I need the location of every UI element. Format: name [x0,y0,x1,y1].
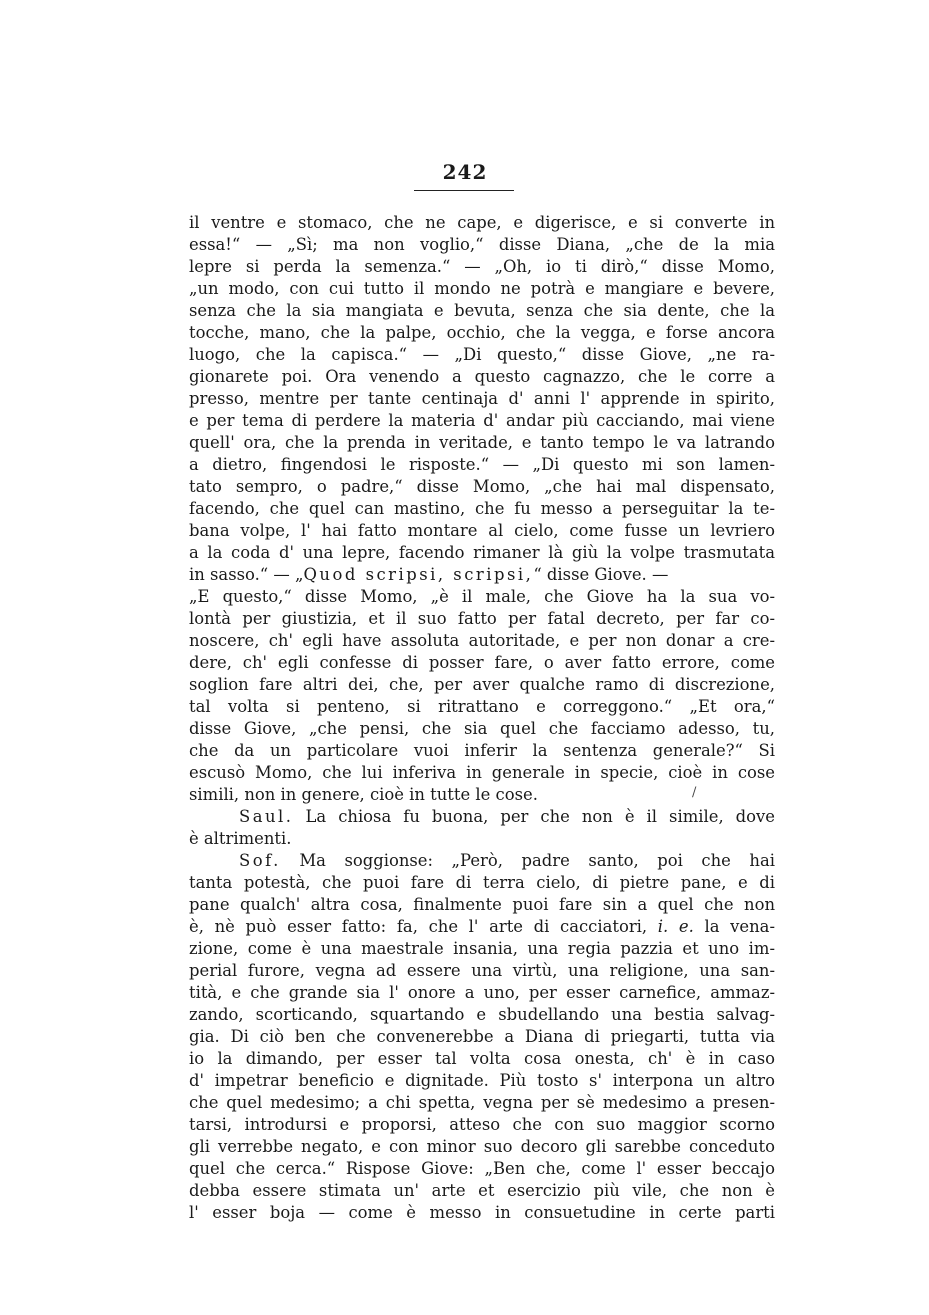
text-line: perial furore, vegna ad essere una virtù, una religione, una san- [189,961,775,980]
text-line: noscere, ch' egli have assoluta autoritade, e per non donar a cre- [189,631,775,650]
text-line: in sasso.“ — „Quod scripsi, scripsi,“ disse Giove. — [189,565,669,584]
margin-mark: / [692,785,697,800]
text-line: facendo, che quel can mastino, che fu messo a perseguitar la te- [189,499,775,518]
text-line: d' impetrar beneficio e dignitade. Più tosto s' interpona un altro [189,1071,775,1090]
emphasized-text: Quod scripsi, scripsi, [303,565,534,584]
text-line: dere, ch' egli confesse di posser fare, o aver fatto errore, come [189,653,775,672]
header-rule [414,190,514,191]
text-line: tato sempro, o padre,“ disse Momo, „che hai mal dispensato, [189,477,775,496]
text-line: io la dimando, per esser tal volta cosa onesta, ch' è in caso [189,1049,775,1068]
text-line: gionarete poi. Ora venendo a questo cagnazzo, che le corre a [189,367,775,386]
text-line: gia. Di ciò ben che convenerebbe a Diana di priegarti, tutta via [189,1027,775,1046]
text-line: simili, non in genere, cioè in tutte le cose. [189,785,538,804]
text-line: senza che la sia mangiata e bevuta, senza che sia dente, che la [189,301,775,320]
page-number: 242 [442,160,488,184]
text-line: lepre si perda la semenza.“ — „Oh, io ti dirò,“ disse Momo, [189,257,775,276]
text-line: presso, mentre per tante centinaja d' anni l' apprende in spirito, [189,389,775,408]
text-line: bana volpe, l' hai fatto montare al cielo, come fusse un levriero [189,521,775,540]
text-line: tità, e che grande sia l' onore a uno, per esser carnefice, ammaz- [189,983,775,1002]
text-line: pane qualch' altra cosa, finalmente puoi fare sin a quel che non [189,895,775,914]
text-line: essa!“ — „Sì; ma non voglio,“ disse Diana, „che de la mia [189,235,775,254]
text-line: è, nè può esser fatto: fa, che l' arte di cacciatori, i. e. la vena- [189,917,775,936]
text-line: tanta potestà, che puoi fare di terra cielo, di pietre pane, e di [189,873,775,892]
text-line: e per tema di perdere la materia d' andar più cacciando, mai viene [189,411,775,430]
speaker-line-saul: Saul. La chiosa fu buona, per che non è il simile, dove [239,807,775,826]
emphasized-text: i. e. [657,917,694,936]
text-line: „E questo,“ disse Momo, „è il male, che Giove ha la sua vo- [189,587,775,606]
speaker-line-sof: Sof. Ma soggionse: „Però, padre santo, poi che hai [239,851,775,870]
text-line: a dietro, fingendosi le risposte.“ — „Di questo mi son lamen- [189,455,775,474]
text-line: luogo, che la capisca.“ — „Di questo,“ disse Giove, „ne ra- [189,345,775,364]
text-line: che quel medesimo; a chi spetta, vegna per sè medesimo a presen- [189,1093,775,1112]
text-line: zione, come è una maestrale insania, una regia pazzia et uno im- [189,939,775,958]
text-line: escusò Momo, che lui inferiva in generale in specie, cioè in cose [189,763,775,782]
text-line: quel che cerca.“ Rispose Giove: „Ben che, come l' esser beccajo [189,1159,775,1178]
text-line: l' esser boja — come è messo in consuetudine in certe parti [189,1203,775,1222]
text-line: a la coda d' una lepre, facendo rimaner là giù la volpe trasmutata [189,543,775,562]
text-line: tocche, mano, che la palpe, occhio, che la vegga, e forse ancora [189,323,775,342]
text-line: il ventre e stomaco, che ne cape, e digerisce, e si converte in [189,213,775,232]
text-line: debba essere stimata un' arte et esercizio più vile, che non è [189,1181,775,1200]
emphasized-text: Saul. [239,807,294,826]
text-line: quell' ora, che la prenda in veritade, e tanto tempo le va latrando [189,433,775,452]
text-line: è altrimenti. [189,829,292,848]
emphasized-text: Sof. [239,851,281,870]
text-line: che da un particolare vuoi inferir la sentenza generale?“ Si [189,741,775,760]
text-line: lontà per giustizia, et il suo fatto per fatal decreto, per far co- [189,609,775,628]
text-line: disse Giove, „che pensi, che sia quel che facciamo adesso, tu, [189,719,775,738]
text-line: tal volta si penteno, si ritrattano e correggono.“ „Et ora,“ [189,697,775,716]
text-line: zando, scorticando, squartando e sbudellando una bestia salvag- [189,1005,775,1024]
text-line: soglion fare altri dei, che, per aver qualche ramo di discrezione, [189,675,775,694]
text-line: „un modo, con cui tutto il mondo ne potrà e mangiare e bevere, [189,279,775,298]
text-line: tarsi, introdursi e proporsi, atteso che con suo maggior scorno [189,1115,775,1134]
body-text [189,212,775,1224]
text-line: gli verrebbe negato, e con minor suo decoro gli sarebbe conceduto [189,1137,775,1156]
